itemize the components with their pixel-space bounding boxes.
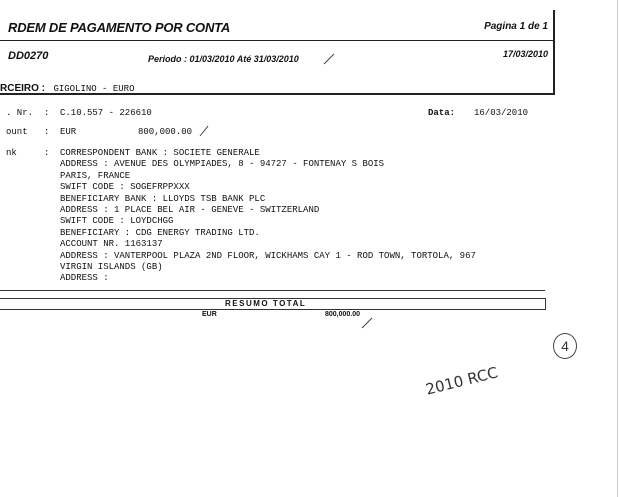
amount-sep: : xyxy=(44,127,50,137)
section-divider xyxy=(0,290,545,291)
party-name: GIGOLINO - EURO xyxy=(53,84,135,94)
bank-line: ADDRESS : AVENUE DES OLYMPIADES, 8 - 94727 - FONTENAY S BOIS xyxy=(60,159,385,170)
party-row xyxy=(0,78,134,96)
bank-line: ADDRESS : xyxy=(60,273,109,284)
bank-line: SWIFT CODE : SOGEFRPPXXX xyxy=(60,182,190,193)
document-code: DD0270 xyxy=(8,50,49,62)
header-divider xyxy=(0,40,553,41)
handwritten-note: 2010 RCC xyxy=(423,363,500,399)
party-label: RCEIRO : xyxy=(0,83,45,94)
document-title: RDEM DE PAGAMENTO POR CONTA xyxy=(8,20,231,35)
check-mark-summary xyxy=(360,316,374,330)
handwritten-circled-number: 4 xyxy=(553,333,577,359)
bank-line: BENEFICIARY BANK : LLOYDS TSB BANK PLC xyxy=(60,193,266,204)
summary-amount: 800,000.00 xyxy=(325,311,361,318)
summary-title: RESUMO TOTAL xyxy=(225,299,307,308)
amount-currency: EUR xyxy=(60,127,77,137)
page-edge xyxy=(617,0,618,497)
bank-line: VIRGIN ISLANDS (GB) xyxy=(60,262,163,273)
bank-label: nk xyxy=(6,148,17,158)
bank-line: ACCOUNT NR. 1163137 xyxy=(60,239,163,250)
reference-value: C.10.557 - 226610 xyxy=(60,108,152,118)
amount-value: 800,000.00 xyxy=(138,127,193,137)
bank-line: ADDRESS : VANTERPOOL PLAZA 2ND FLOOR, WICKHAMS CAY 1 - ROD TOWN, TORTOLA, 967 xyxy=(60,250,476,261)
date-label: Data: xyxy=(428,108,456,118)
page-number: Pagina 1 de 1 xyxy=(484,21,548,32)
check-mark-period xyxy=(322,52,336,66)
document-date: 17/03/2010 xyxy=(502,49,548,59)
amount-label: ount xyxy=(6,127,28,137)
reference-label: . Nr. xyxy=(6,108,34,118)
bank-line: BENEFICIARY : CDG ENERGY TRADING LTD. xyxy=(60,227,260,238)
summary-currency: EUR xyxy=(202,311,217,318)
bank-details xyxy=(60,148,476,285)
reference-sep: : xyxy=(44,108,50,118)
period-range: Periodo : 01/03/2010 Até 31/03/2010 xyxy=(148,54,299,64)
date-value: 16/03/2010 xyxy=(474,108,529,118)
bank-line: CORRESPONDENT BANK : SOCIETE GENERALE xyxy=(60,148,260,158)
check-mark-amount xyxy=(198,124,210,138)
bank-line: SWIFT CODE : LOYDCHGG xyxy=(60,216,174,227)
bank-line: PARIS, FRANCE xyxy=(60,170,131,181)
bank-line: ADDRESS : 1 PLACE BEL AIR - GENEVE - SWITZERLAND xyxy=(60,205,320,216)
bank-sep: : xyxy=(44,148,50,158)
